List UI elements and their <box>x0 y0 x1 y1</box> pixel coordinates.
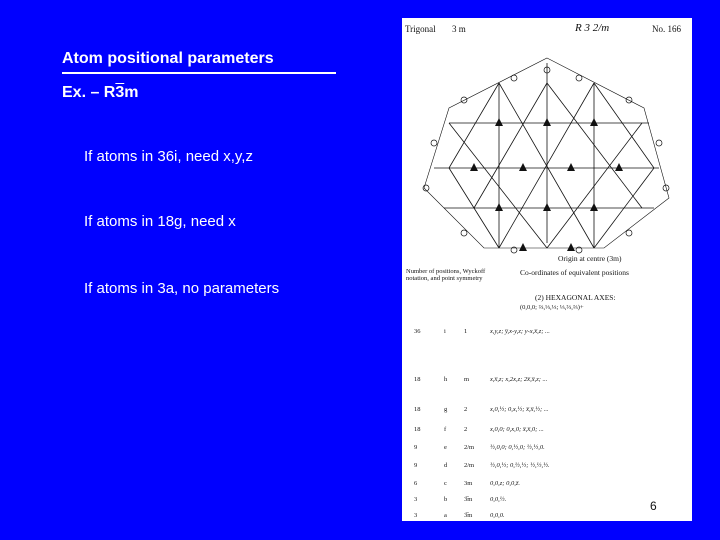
multiplicity: 6 <box>414 480 418 487</box>
coordinates: x,x̅,z; x,2x,z; 2x̅,x̅,z; ... <box>490 376 548 383</box>
bullet-params: x,y,z <box>223 148 253 165</box>
site-symmetry: 3̅m <box>464 496 473 503</box>
multiplicity: 9 <box>414 462 418 469</box>
subtitle-prefix: Ex. – R <box>62 84 116 101</box>
site-symmetry: 3m <box>464 480 473 487</box>
multiplicity: 9 <box>414 444 418 451</box>
coordinates: 0,0,0. <box>490 512 505 519</box>
coordinates: ½,0,0; 0,½,0; ½,½,0. <box>490 444 545 451</box>
subtitle-bar-digit: 3 <box>115 84 125 101</box>
coordinates: ½,0,½; 0,½,½; ½,½,½. <box>490 462 550 469</box>
table-row <box>402 376 692 390</box>
table-row <box>402 328 692 342</box>
wyckoff-letter: c <box>444 480 447 487</box>
header-symbol: R 3 2/m <box>575 22 610 34</box>
table-row <box>402 480 692 494</box>
coordinates: x,y,z; y̅,x-y,z; y-x,x̅,z; ... <box>490 328 550 335</box>
site-symmetry: 1 <box>464 328 468 335</box>
site-symmetry: 2 <box>464 406 468 413</box>
table-row <box>402 462 692 476</box>
page-number: 6 <box>650 499 657 513</box>
site-symmetry: 2 <box>464 426 468 433</box>
site-symmetry: 2/m <box>464 444 475 451</box>
wyckoff-letter: h <box>444 376 448 383</box>
wyckoff-letter: b <box>444 496 448 503</box>
symmetry-diagram <box>404 38 690 260</box>
wyckoff-letter: f <box>444 426 447 433</box>
bullet-params: x <box>228 213 236 230</box>
coordinates: x,0,0; 0,x,0; x̅,x̅,0; ... <box>490 426 544 433</box>
site-symmetry: 2/m <box>464 462 475 469</box>
multiplicity: 18 <box>414 406 421 413</box>
site-symmetry: 3̅m <box>464 512 473 519</box>
bullet-text: If atoms in 36i, need <box>84 148 224 165</box>
header-system: Trigonal <box>405 24 436 34</box>
bullet-3a <box>84 280 279 297</box>
bullet-36i <box>84 148 253 165</box>
subtitle-suffix: m <box>124 84 139 101</box>
table-row <box>402 512 692 521</box>
wyckoff-letter: d <box>444 462 448 469</box>
table-row <box>402 444 692 458</box>
hexagonal-axes-label: (2) HEXAGONAL AXES: <box>535 293 616 302</box>
multiplicity: 18 <box>414 376 421 383</box>
slide-subtitle <box>62 84 139 102</box>
site-symmetry: m <box>464 376 470 383</box>
bullet-18g <box>84 213 236 230</box>
bullet-text: If atoms in 3a, no parameters <box>84 280 280 297</box>
multiplicity: 18 <box>414 426 421 433</box>
multiplicity: 36 <box>414 328 421 335</box>
number-caption: Number of positions, Wyckoff notation, and point symmetry <box>406 268 486 282</box>
bullet-text: If atoms in 18g, need <box>84 213 229 230</box>
title-underline <box>62 72 336 74</box>
coordinates: 0,0,½. <box>490 496 507 503</box>
wyckoff-letter: g <box>444 406 448 413</box>
origin-caption: Origin at centre (3m) <box>558 254 622 263</box>
wyckoff-letter: a <box>444 512 447 519</box>
table-row <box>402 426 692 440</box>
coordinates: 0,0,z; 0,0,z̅. <box>490 480 520 487</box>
table-row <box>402 406 692 420</box>
multiplicity: 3 <box>414 496 418 503</box>
hexagonal-offsets: (0,0,0; ⅔,⅓,⅓; ⅓,⅔,⅔)+ <box>520 304 584 311</box>
wyckoff-letter: i <box>444 328 446 335</box>
coordinates-caption: Co-ordinates of equivalent positions <box>520 268 629 277</box>
slide-title: Atom positional parameters <box>62 50 274 67</box>
header-class: 3 m <box>452 24 466 34</box>
space-group-table-image <box>402 18 692 521</box>
table-row <box>402 496 692 510</box>
coordinates: x,0,½; 0,x,½; x̅,x̅,½; ... <box>490 406 549 413</box>
wyckoff-letter: e <box>444 444 447 451</box>
header-number: No. 166 <box>652 24 681 34</box>
multiplicity: 3 <box>414 512 418 519</box>
